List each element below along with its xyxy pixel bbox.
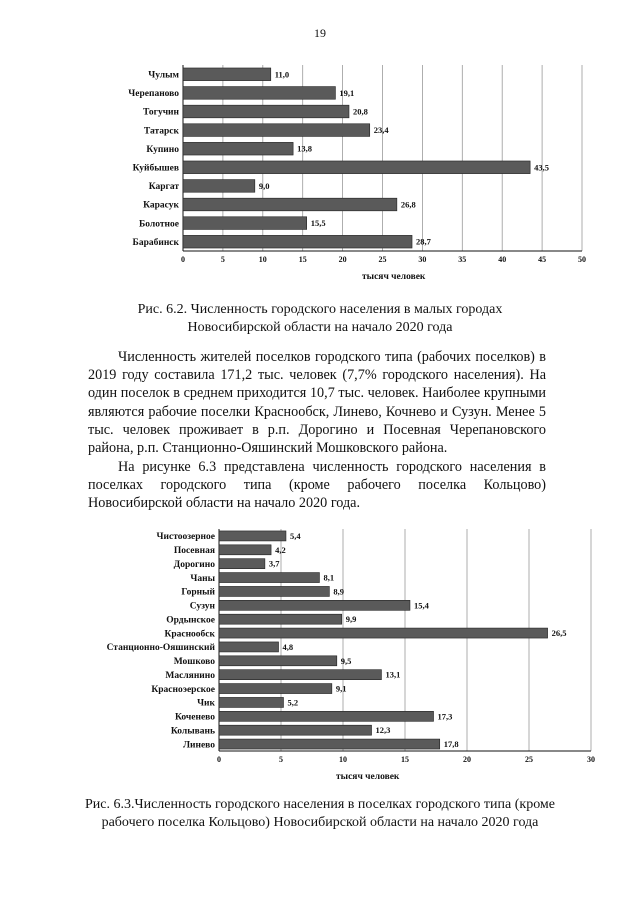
data-label: 26,5 bbox=[551, 628, 567, 639]
data-label: 5,2 bbox=[287, 697, 299, 708]
category-label: Коченево bbox=[175, 712, 215, 723]
bar bbox=[219, 684, 332, 694]
x-tick-label: 30 bbox=[587, 755, 595, 764]
category-label: Татарск bbox=[143, 126, 179, 137]
bar bbox=[183, 235, 412, 248]
data-label: 9,1 bbox=[335, 683, 347, 694]
bar bbox=[219, 697, 283, 707]
category-label: Болотное bbox=[139, 219, 179, 230]
x-tick-label: 40 bbox=[498, 255, 507, 264]
data-label: 28,7 bbox=[416, 236, 431, 247]
data-label: 20,8 bbox=[352, 106, 368, 117]
bar bbox=[219, 739, 440, 749]
bar bbox=[183, 217, 307, 230]
category-label: Колывань bbox=[170, 726, 215, 737]
category-label: Купино bbox=[146, 144, 179, 155]
x-tick-label: 5 bbox=[220, 255, 225, 264]
data-label: 3,7 bbox=[268, 558, 280, 569]
x-tick-label: 20 bbox=[463, 755, 471, 764]
x-tick-label: 20 bbox=[338, 255, 347, 264]
category-label: Чулым bbox=[148, 70, 179, 81]
data-label: 9,5 bbox=[340, 655, 352, 666]
bar bbox=[219, 628, 548, 638]
category-label: Станционно-Ояшинский bbox=[106, 643, 215, 654]
bar bbox=[219, 656, 337, 666]
x-axis-title: тысяч человек bbox=[336, 772, 400, 782]
category-label: Ордынское bbox=[166, 615, 215, 626]
x-tick-label: 30 bbox=[418, 255, 427, 264]
data-label: 13,8 bbox=[297, 143, 312, 154]
bar bbox=[219, 725, 372, 735]
data-label: 8,1 bbox=[323, 572, 335, 583]
category-label: Мошково bbox=[173, 657, 215, 668]
bar bbox=[219, 600, 410, 610]
x-tick-label: 25 bbox=[378, 255, 387, 264]
category-label: Красноэерское bbox=[151, 684, 215, 695]
x-tick-label: 0 bbox=[181, 255, 185, 264]
category-label: Барабинск bbox=[132, 237, 179, 248]
data-label: 9,0 bbox=[258, 180, 270, 191]
category-label: Маслянино bbox=[165, 670, 215, 681]
bar bbox=[183, 142, 293, 155]
bar bbox=[183, 161, 530, 174]
bar bbox=[219, 670, 381, 680]
caption-line: Рис. 6.3.Численность городского населения в поселках городского типа (кроме bbox=[84, 797, 556, 812]
data-label: 19,1 bbox=[339, 87, 355, 98]
x-axis-title: тысяч человек bbox=[362, 272, 426, 282]
data-label: 5,4 bbox=[289, 530, 301, 541]
figure-caption-6-3 bbox=[0, 796, 640, 832]
chart-urban-type-settlements bbox=[0, 524, 640, 786]
category-label: Черепаново bbox=[128, 89, 179, 100]
category-label: Краснообск bbox=[164, 629, 215, 640]
category-label: Каргат bbox=[148, 182, 179, 193]
figure-caption-6-2 bbox=[0, 301, 640, 337]
category-label: Посевная bbox=[173, 546, 215, 557]
bar bbox=[219, 573, 319, 583]
data-label: 11,0 bbox=[274, 69, 290, 80]
bar bbox=[183, 198, 397, 211]
bar bbox=[183, 105, 349, 118]
data-label: 15,5 bbox=[310, 218, 326, 229]
bar bbox=[219, 711, 434, 721]
category-label: Чик bbox=[197, 698, 215, 709]
data-label: 17,8 bbox=[443, 739, 459, 750]
body-paragraph: Численность жителей поселков городского типа (рабочих поселков) в 2019 году составила 171,2 тыс. человек (7,7% городского населения). На один поселок в среднем приходится 10,7 тыс. человек. Наиболее крупными являются рабочие поселки Краснообск, Линево, Кочнево и Сузун. Менее 5 тыс. человек проживает в р.п. Дорогино и Посевная Черепановского района, р.п. Станционно-Ояшинский Мошковского района. bbox=[88, 349, 546, 457]
body-paragraph: На рисунке 6.3 представлена численность городского населения в поселках городского типа (кроме рабочего поселка Кольцово) Новосибирской области на начало 2020 года. bbox=[88, 459, 546, 512]
page-number: 19 bbox=[314, 26, 326, 40]
category-label: Дорогино bbox=[173, 559, 215, 570]
bar bbox=[219, 642, 279, 652]
bar bbox=[219, 545, 271, 555]
data-label: 12,3 bbox=[375, 725, 391, 736]
bar bbox=[183, 68, 271, 81]
caption-line: Рис. 6.2. Численность городского населения в малых городах bbox=[137, 302, 503, 317]
bar bbox=[219, 559, 265, 569]
data-label: 15,4 bbox=[413, 600, 429, 611]
x-tick-label: 15 bbox=[401, 755, 409, 764]
bar bbox=[183, 124, 370, 137]
x-tick-label: 5 bbox=[279, 755, 283, 764]
category-label: Горный bbox=[181, 587, 215, 598]
bar bbox=[183, 180, 255, 193]
bar bbox=[219, 586, 329, 596]
data-label: 26,8 bbox=[400, 199, 416, 210]
x-tick-label: 0 bbox=[217, 755, 221, 764]
x-tick-label: 50 bbox=[578, 255, 586, 264]
category-label: Карасук bbox=[143, 200, 179, 211]
data-label: 17,3 bbox=[437, 711, 453, 722]
x-tick-label: 45 bbox=[538, 255, 547, 264]
bar bbox=[219, 614, 342, 624]
x-tick-label: 10 bbox=[339, 755, 347, 764]
category-label: Куйбышев bbox=[132, 163, 179, 174]
x-tick-label: 10 bbox=[258, 255, 267, 264]
data-label: 4,2 bbox=[275, 544, 286, 555]
x-tick-label: 25 bbox=[525, 755, 533, 764]
bar bbox=[183, 87, 335, 100]
caption-line: рабочего поселка Кольцово) Новосибирской области на начало 2020 года bbox=[101, 815, 539, 830]
data-label: 13,1 bbox=[385, 669, 401, 680]
data-label: 4,8 bbox=[282, 641, 294, 652]
category-label: Сузун bbox=[189, 601, 215, 612]
category-label: Линево bbox=[182, 740, 215, 751]
category-label: Тогучин bbox=[142, 107, 179, 118]
data-label: 8,9 bbox=[333, 586, 344, 597]
bar bbox=[219, 531, 286, 541]
category-label: Чаны bbox=[190, 573, 215, 584]
x-tick-label: 15 bbox=[298, 255, 307, 264]
category-label: Чистоозерное bbox=[156, 532, 215, 543]
data-label: 9,9 bbox=[345, 614, 357, 625]
caption-line: Новосибирской области на начало 2020 года bbox=[187, 320, 453, 335]
x-tick-label: 35 bbox=[458, 255, 467, 264]
data-label: 23,4 bbox=[373, 125, 389, 136]
data-label: 43,5 bbox=[534, 162, 550, 173]
chart-small-towns bbox=[0, 58, 640, 298]
